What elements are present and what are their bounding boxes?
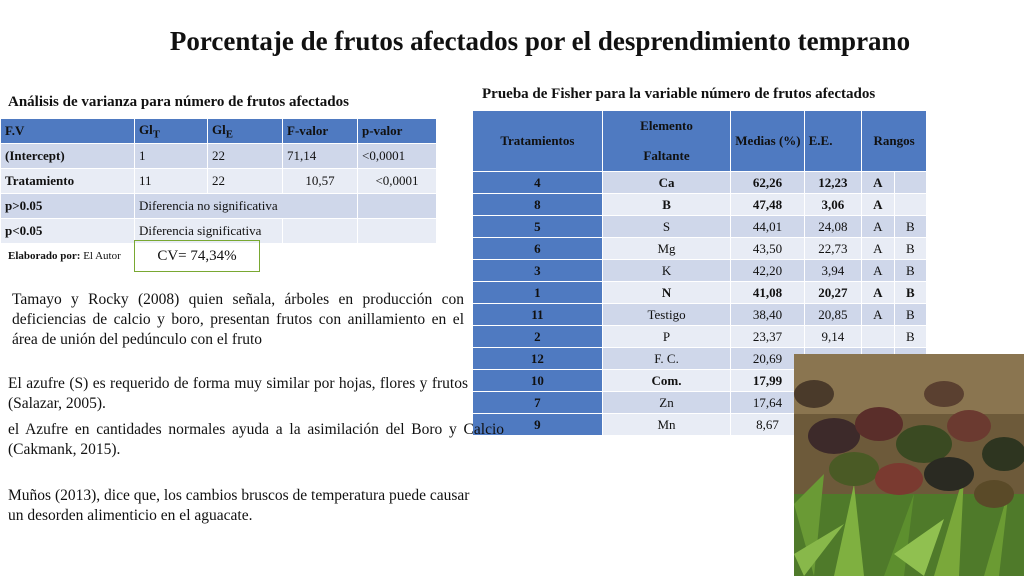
fisher-header-rangos: Rangos: [862, 111, 927, 172]
elaborado-value: El Autor: [83, 250, 121, 262]
fisher-cell-elemento: F. C.: [602, 348, 731, 370]
fisher-cell-tratamiento: 2: [473, 326, 603, 348]
elaborado-por: [8, 250, 121, 262]
fisher-cell-tratamiento: 11: [473, 304, 603, 326]
avocado-photo: [794, 354, 1024, 576]
legend-key: p<0.05: [1, 219, 135, 244]
fisher-row: [473, 304, 927, 326]
fisher-row: [473, 216, 927, 238]
fisher-cell-media: 43,50: [731, 238, 804, 260]
fisher-cell-ee: 3,94: [804, 260, 862, 282]
legend-text: Diferencia significativa: [135, 219, 283, 244]
paragraph-munos: Muños (2013), dice que, los cambios bruscos de temperatura puede causar un desorden alimenticio en el aguacate.: [8, 487, 470, 524]
fisher-cell-ee: 3,06: [804, 194, 862, 216]
anova-cell-gle: 22: [208, 169, 283, 194]
fisher-cell-media: 62,26: [731, 172, 804, 194]
fisher-cell-elemento: Testigo: [602, 304, 731, 326]
anova-cell-f: 10,57: [283, 169, 358, 194]
fisher-cell-rango-b: B: [894, 326, 926, 348]
anova-cell-gle: 22: [208, 144, 283, 169]
fisher-cell-tratamiento: 10: [473, 370, 603, 392]
fisher-cell-tratamiento: 9: [473, 414, 603, 436]
anova-cell-fv: (Intercept): [1, 144, 135, 169]
fisher-row: [473, 326, 927, 348]
fisher-header-trat: Tratamientos: [473, 111, 603, 172]
legend-empty: [358, 194, 437, 219]
fisher-cell-elemento: S: [602, 216, 731, 238]
fisher-cell-media: 47,48: [731, 194, 804, 216]
fisher-cell-elemento: Com.: [602, 370, 731, 392]
fisher-cell-ee: 24,08: [804, 216, 862, 238]
fisher-cell-rango-b: B: [894, 238, 926, 260]
cv-box: CV= 74,34%: [134, 240, 260, 272]
anova-header-pvalor: p-valor: [358, 119, 437, 144]
page-title: Porcentaje de frutos afectados por el desprendimiento temprano: [169, 26, 911, 56]
anova-header-gle: [208, 119, 283, 144]
anova-cell-fv: Tratamiento: [1, 169, 135, 194]
fisher-cell-rango-a: A: [862, 260, 894, 282]
anova-title: Análisis de varianza para número de frutos afectados: [8, 94, 349, 110]
fisher-row: [473, 194, 927, 216]
anova-header-row: [1, 119, 437, 144]
legend-empty: [283, 219, 358, 244]
fisher-cell-rango-a: A: [862, 194, 894, 216]
elem-line1: Elemento: [640, 118, 693, 133]
legend-text: Diferencia no significativa: [135, 194, 358, 219]
anova-row: [1, 144, 437, 169]
fisher-cell-rango-a: A: [862, 172, 894, 194]
fisher-cell-rango-b: [894, 194, 926, 216]
legend-key: p>0.05: [1, 194, 135, 219]
fisher-row: [473, 282, 927, 304]
fisher-cell-elemento: P: [602, 326, 731, 348]
fisher-cell-tratamiento: 4: [473, 172, 603, 194]
fisher-cell-rango-b: B: [894, 304, 926, 326]
fisher-header-row: [473, 111, 927, 172]
fisher-cell-elemento: K: [602, 260, 731, 282]
elem-line2: Faltante: [643, 148, 690, 163]
fisher-row: [473, 238, 927, 260]
gle-sub: E: [225, 128, 233, 141]
fisher-cell-rango-a: A: [862, 282, 894, 304]
fisher-header-ee: E.E.: [804, 111, 862, 172]
anova-table: [0, 118, 437, 244]
fisher-cell-ee: 12,23: [804, 172, 862, 194]
anova-header-fvalor: F-valor: [283, 119, 358, 144]
fisher-row: [473, 172, 927, 194]
anova-cell-f: 71,14: [283, 144, 358, 169]
anova-cell-glt: 1: [135, 144, 208, 169]
legend-empty: [358, 219, 437, 244]
anova-row: [1, 169, 437, 194]
avocado-photo-image: [794, 354, 1024, 576]
fisher-cell-media: 41,08: [731, 282, 804, 304]
glt-label: Gl: [139, 121, 153, 137]
fisher-header-elem: [602, 111, 731, 172]
fisher-cell-elemento: N: [602, 282, 731, 304]
fisher-cell-media: 17,64: [731, 392, 804, 414]
fisher-cell-elemento: B: [602, 194, 731, 216]
fisher-cell-media: 42,20: [731, 260, 804, 282]
fisher-cell-ee: 20,85: [804, 304, 862, 326]
fisher-cell-rango-a: A: [862, 238, 894, 260]
anova-cell-p: <0,0001: [358, 169, 437, 194]
anova-header-fv: F.V: [1, 119, 135, 144]
elaborado-label: Elaborado por:: [8, 250, 81, 262]
fisher-cell-media: 44,01: [731, 216, 804, 238]
fisher-header-medias: Medias (%): [731, 111, 804, 172]
fisher-cell-rango-b: B: [894, 216, 926, 238]
anova-cell-p: <0,0001: [358, 144, 437, 169]
glt-sub: T: [152, 128, 160, 141]
fisher-cell-elemento: Zn: [602, 392, 731, 414]
gle-label: Gl: [212, 121, 226, 137]
fisher-cell-rango-b: B: [894, 260, 926, 282]
paragraph-tamayo: Tamayo y Rocky (2008) quien señala, árboles en producción con deficiencias de calcio y boro, presentan frutos con anillamiento en el área de unión del pedúnculo con el fruto: [12, 291, 464, 348]
fisher-cell-media: 17,99: [731, 370, 804, 392]
fisher-cell-media: 38,40: [731, 304, 804, 326]
fisher-title: Prueba de Fisher para la variable número de frutos afectados: [482, 86, 876, 102]
fisher-cell-ee: 20,27: [804, 282, 862, 304]
fisher-cell-media: 23,37: [731, 326, 804, 348]
fisher-cell-tratamiento: 8: [473, 194, 603, 216]
fisher-cell-tratamiento: 7: [473, 392, 603, 414]
fisher-cell-elemento: Mg: [602, 238, 731, 260]
fisher-cell-elemento: Ca: [602, 172, 731, 194]
fisher-cell-tratamiento: 1: [473, 282, 603, 304]
fisher-cell-elemento: Mn: [602, 414, 731, 436]
paragraph-azufre: El azufre (S) es requerido de forma muy similar por hojas, flores y frutos (Salazar, 2005).: [8, 375, 468, 412]
fisher-row: [473, 260, 927, 282]
anova-header-glt: [135, 119, 208, 144]
fisher-cell-media: 8,67: [731, 414, 804, 436]
fisher-cell-tratamiento: 6: [473, 238, 603, 260]
anova-cell-glt: 11: [135, 169, 208, 194]
fisher-cell-rango-b: [894, 172, 926, 194]
fisher-cell-tratamiento: 12: [473, 348, 603, 370]
fisher-cell-ee: 22,73: [804, 238, 862, 260]
fisher-cell-media: 20,69: [731, 348, 804, 370]
fisher-cell-rango-a: A: [862, 304, 894, 326]
fisher-cell-rango-a: A: [862, 216, 894, 238]
anova-legend-row: [1, 194, 437, 219]
fisher-cell-ee: 9,14: [804, 326, 862, 348]
fisher-cell-tratamiento: 5: [473, 216, 603, 238]
fisher-cell-tratamiento: 3: [473, 260, 603, 282]
paragraph-azufre-boro: el Azufre en cantidades normales ayuda a la asimilación del Boro y Calcio (Cakmank, 2015).: [8, 421, 504, 458]
fisher-cell-rango-b: B: [894, 282, 926, 304]
fisher-cell-rango-a: [862, 326, 894, 348]
